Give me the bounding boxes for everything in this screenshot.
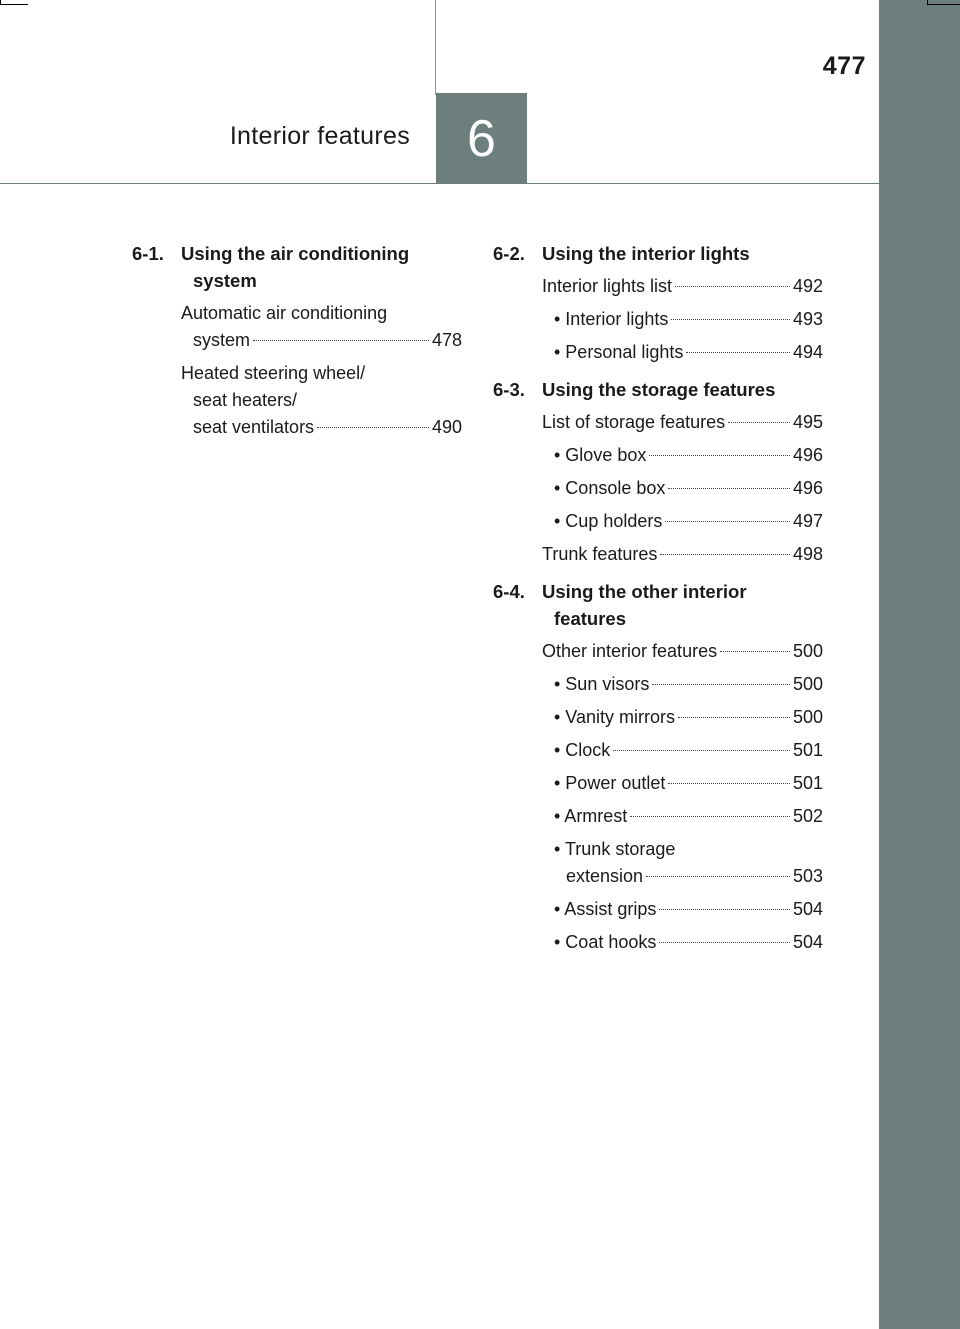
page-ref: 501 [792,773,823,793]
entry-label: • Interior lights [554,309,669,329]
toc-entry[interactable] [493,442,823,469]
page-ref: 496 [792,445,823,465]
section-number: 6-1. [132,243,164,264]
section-number: 6-3. [493,379,525,400]
toc-entry[interactable] [493,896,823,923]
toc-entry[interactable] [493,541,823,568]
entry-label: extension [566,866,644,886]
dot-leader [678,717,790,718]
section-title: Using the air conditioning system [181,243,410,291]
dot-leader [720,651,790,652]
section-heading[interactable] [132,240,462,294]
chapter-number-tab [436,93,527,184]
page-ref: 500 [792,641,823,661]
toc-entry[interactable] [493,273,823,300]
dot-leader [668,488,790,489]
dot-leader [630,816,790,817]
entry-label: • Console box [554,478,666,498]
toc-entry[interactable] [493,508,823,535]
page-ref: 504 [792,899,823,919]
toc-entry[interactable] [493,737,823,764]
side-band [879,0,960,1329]
dot-leader [660,554,790,555]
toc-entry[interactable] [493,803,823,830]
page-ref: 493 [792,309,823,329]
page-ref: 500 [792,707,823,727]
section-heading[interactable] [493,376,823,403]
page-ref: 503 [792,866,823,886]
entry-label: • Vanity mirrors [554,707,675,727]
page-ref: 492 [792,276,823,296]
dot-leader [317,427,429,428]
dot-leader [659,909,790,910]
toc-right-column [493,240,823,962]
entry-label: • Armrest [554,806,628,826]
entry-label: Interior lights list [542,276,673,296]
dot-leader [253,340,429,341]
page-ref: 478 [431,330,462,350]
entry-label: • Trunk storage [554,839,676,859]
toc-entry[interactable] [493,306,823,333]
entry-label: • Coat hooks [554,932,657,952]
entry-label: Trunk features [542,544,658,564]
entry-label: Heated steering wheel/ [181,363,366,383]
dot-leader [646,876,790,877]
crop-mark [0,4,28,5]
page-number: 477 [822,52,866,80]
toc-entry[interactable] [493,671,823,698]
header-divider [435,0,436,95]
entry-label: Automatic air conditioning [181,303,388,323]
dot-leader [659,942,790,943]
page-ref: 504 [792,932,823,952]
dot-leader [686,352,790,353]
toc-entry[interactable] [132,300,462,354]
entry-label: • Cup holders [554,511,663,531]
entry-label: • Glove box [554,445,647,465]
section-number: 6-4. [493,581,525,602]
entry-label: seat ventilators [193,417,315,437]
entry-label: • Personal lights [554,342,684,362]
toc-entry[interactable] [132,360,462,441]
entry-label: List of storage features [542,412,726,432]
toc-entry[interactable] [493,770,823,797]
dot-leader [728,422,790,423]
chapter-title: Interior features [229,122,410,150]
dot-leader [668,783,790,784]
crop-mark [927,4,960,5]
entry-label: • Clock [554,740,611,760]
section-title: Using the other interior features [542,581,747,629]
toc-left-column [132,240,462,447]
dot-leader [675,286,790,287]
page-ref: 500 [792,674,823,694]
page-ref: 496 [792,478,823,498]
section-heading[interactable] [493,240,823,267]
page-ref: 490 [431,417,462,437]
page-ref: 502 [792,806,823,826]
page-ref: 498 [792,544,823,564]
toc-entry[interactable] [493,475,823,502]
toc-entry[interactable] [493,704,823,731]
section-number: 6-2. [493,243,525,264]
page-ref: 494 [792,342,823,362]
dot-leader [613,750,790,751]
toc-entry[interactable] [493,339,823,366]
entry-label: Other interior features [542,641,718,661]
toc-entry[interactable] [493,409,823,436]
page-ref: 497 [792,511,823,531]
page-ref: 495 [792,412,823,432]
dot-leader [665,521,790,522]
toc-entry[interactable] [493,638,823,665]
entry-label: • Power outlet [554,773,666,793]
page-ref: 501 [792,740,823,760]
entry-label: • Sun visors [554,674,650,694]
entry-label: seat heaters/ [193,390,298,410]
section-heading[interactable] [493,578,823,632]
dot-leader [649,455,790,456]
dot-leader [652,684,790,685]
section-title: Using the interior lights [542,243,750,264]
chapter-number: 6 [467,109,496,168]
toc-entry[interactable] [493,929,823,956]
section-title: Using the storage features [542,379,776,400]
entry-label: • Assist grips [554,899,657,919]
toc-entry[interactable] [493,836,823,890]
entry-label: system [193,330,251,350]
dot-leader [671,319,790,320]
